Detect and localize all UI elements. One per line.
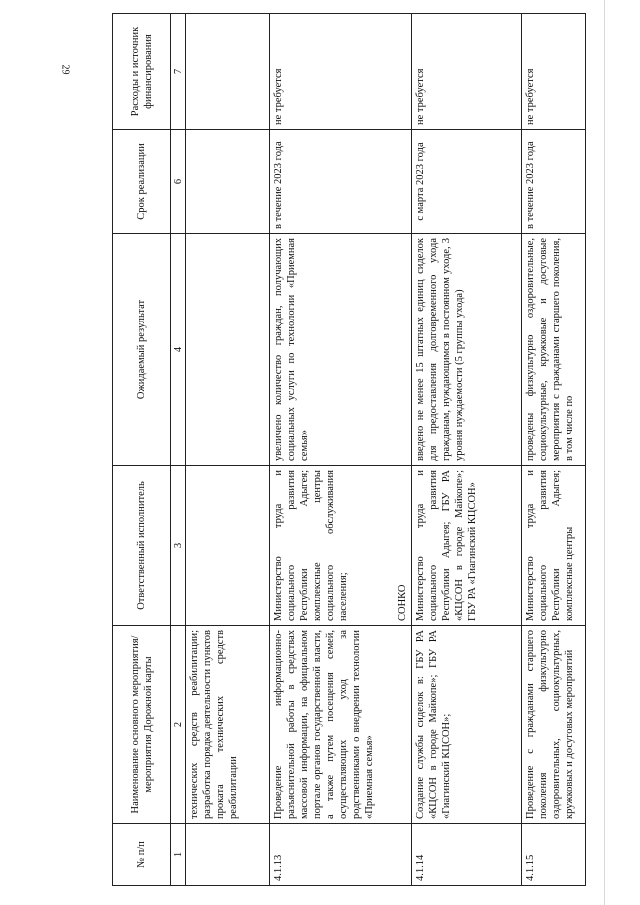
- column-number: 6: [171, 130, 186, 234]
- header-name: Наименование основного мероприятия/мероприятия Дорожной карты: [113, 626, 171, 824]
- header-expenses: Расходы и источник финансирования: [113, 14, 171, 130]
- column-number: 7: [171, 14, 186, 130]
- row-expenses: не требуется: [270, 14, 412, 130]
- row-expenses: [186, 14, 270, 130]
- row-name: Проведение информационно-разъяснительной работы в средствах массовой информации, на официальном портале органов государственной власти, а также путем посещения семей, осуществляющих уход за родственниками о внедрении технологии «Приемная семья»: [270, 626, 412, 824]
- column-number: 1: [171, 824, 186, 886]
- row-term: с марта 2023 года: [412, 130, 522, 234]
- row-expenses: не требуется: [522, 14, 586, 130]
- row-expenses: не требуется: [412, 14, 522, 130]
- row-term: [186, 130, 270, 234]
- page-number: 29: [59, 64, 71, 75]
- header-result: Ожидаемый результат: [113, 234, 171, 466]
- header-executor: Ответственный исполнитель: [113, 466, 171, 626]
- column-number: 2: [171, 626, 186, 824]
- row-result: увеличено количество граждан, получающих социальных услуги по технологии «Приемная семья»: [270, 234, 412, 466]
- row-executor-cell: [270, 466, 412, 626]
- row-num: 4.1.14: [412, 824, 522, 886]
- table-row: [522, 14, 586, 886]
- row-executor-extra: СОНКО: [397, 584, 408, 621]
- row-result: [186, 234, 270, 466]
- row-term: в течение 2023 года: [270, 130, 412, 234]
- column-numbers-row: [171, 14, 186, 886]
- row-num: 4.1.15: [522, 824, 586, 886]
- roadmap-table: [112, 13, 586, 886]
- row-num: 4.1.13: [270, 824, 412, 886]
- row-result: проведены физкультурно оздоровительные, социокультурные, кружковые и досуговые мероприятия с гражданами старшего поколения, в том числе по: [522, 234, 586, 466]
- row-executor: [186, 466, 270, 626]
- header-term: Срок реализации: [113, 130, 171, 234]
- row-executor: Министерство труда и социального развития Республики Адыгея; комплексные центры социального обслуживания населения;: [273, 470, 349, 621]
- row-result: введено не менее 15 штатных единиц сиделок для предоставления долговременного ухода гражданам, нуждающимся в постоянном уходе, 3 уровня нуждаемости (5 группы ухода): [412, 234, 522, 466]
- row-executor: Министерство труда и социального развития Республики Адыгея; ГБУ РА «КЦСОН в городе Майкопе»; ГБУ РА «Гиагинский КЦСОН»: [412, 466, 522, 626]
- row-name: Создание службы сиделок в: ГБУ РА «КЦСОН в городе Майкопе»; ГБУ РА «Гиагинский КЦСОН»;: [412, 626, 522, 824]
- row-name: технических средств реабилитации; разработка порядка деятельности пунктов проката технических средств реабилитации: [186, 626, 270, 824]
- column-number: 4: [171, 234, 186, 466]
- table-row: [270, 14, 412, 886]
- table-row: [186, 14, 270, 886]
- table-row: [412, 14, 522, 886]
- row-num: [186, 824, 270, 886]
- row-executor: Министерство труда и социального развития Республики Адыгея; комплексные центры: [522, 466, 586, 626]
- row-name: Проведение с гражданами старшего поколения физкультурно оздоровительных, социокультурных, кружковых и досуговых мероприятий: [522, 626, 586, 824]
- column-number: 3: [171, 466, 186, 626]
- header-num: № п/п: [113, 824, 171, 886]
- row-term: в течение 2023 года: [522, 130, 586, 234]
- page-edge-line: [604, 0, 605, 905]
- table-header-row: [113, 14, 171, 886]
